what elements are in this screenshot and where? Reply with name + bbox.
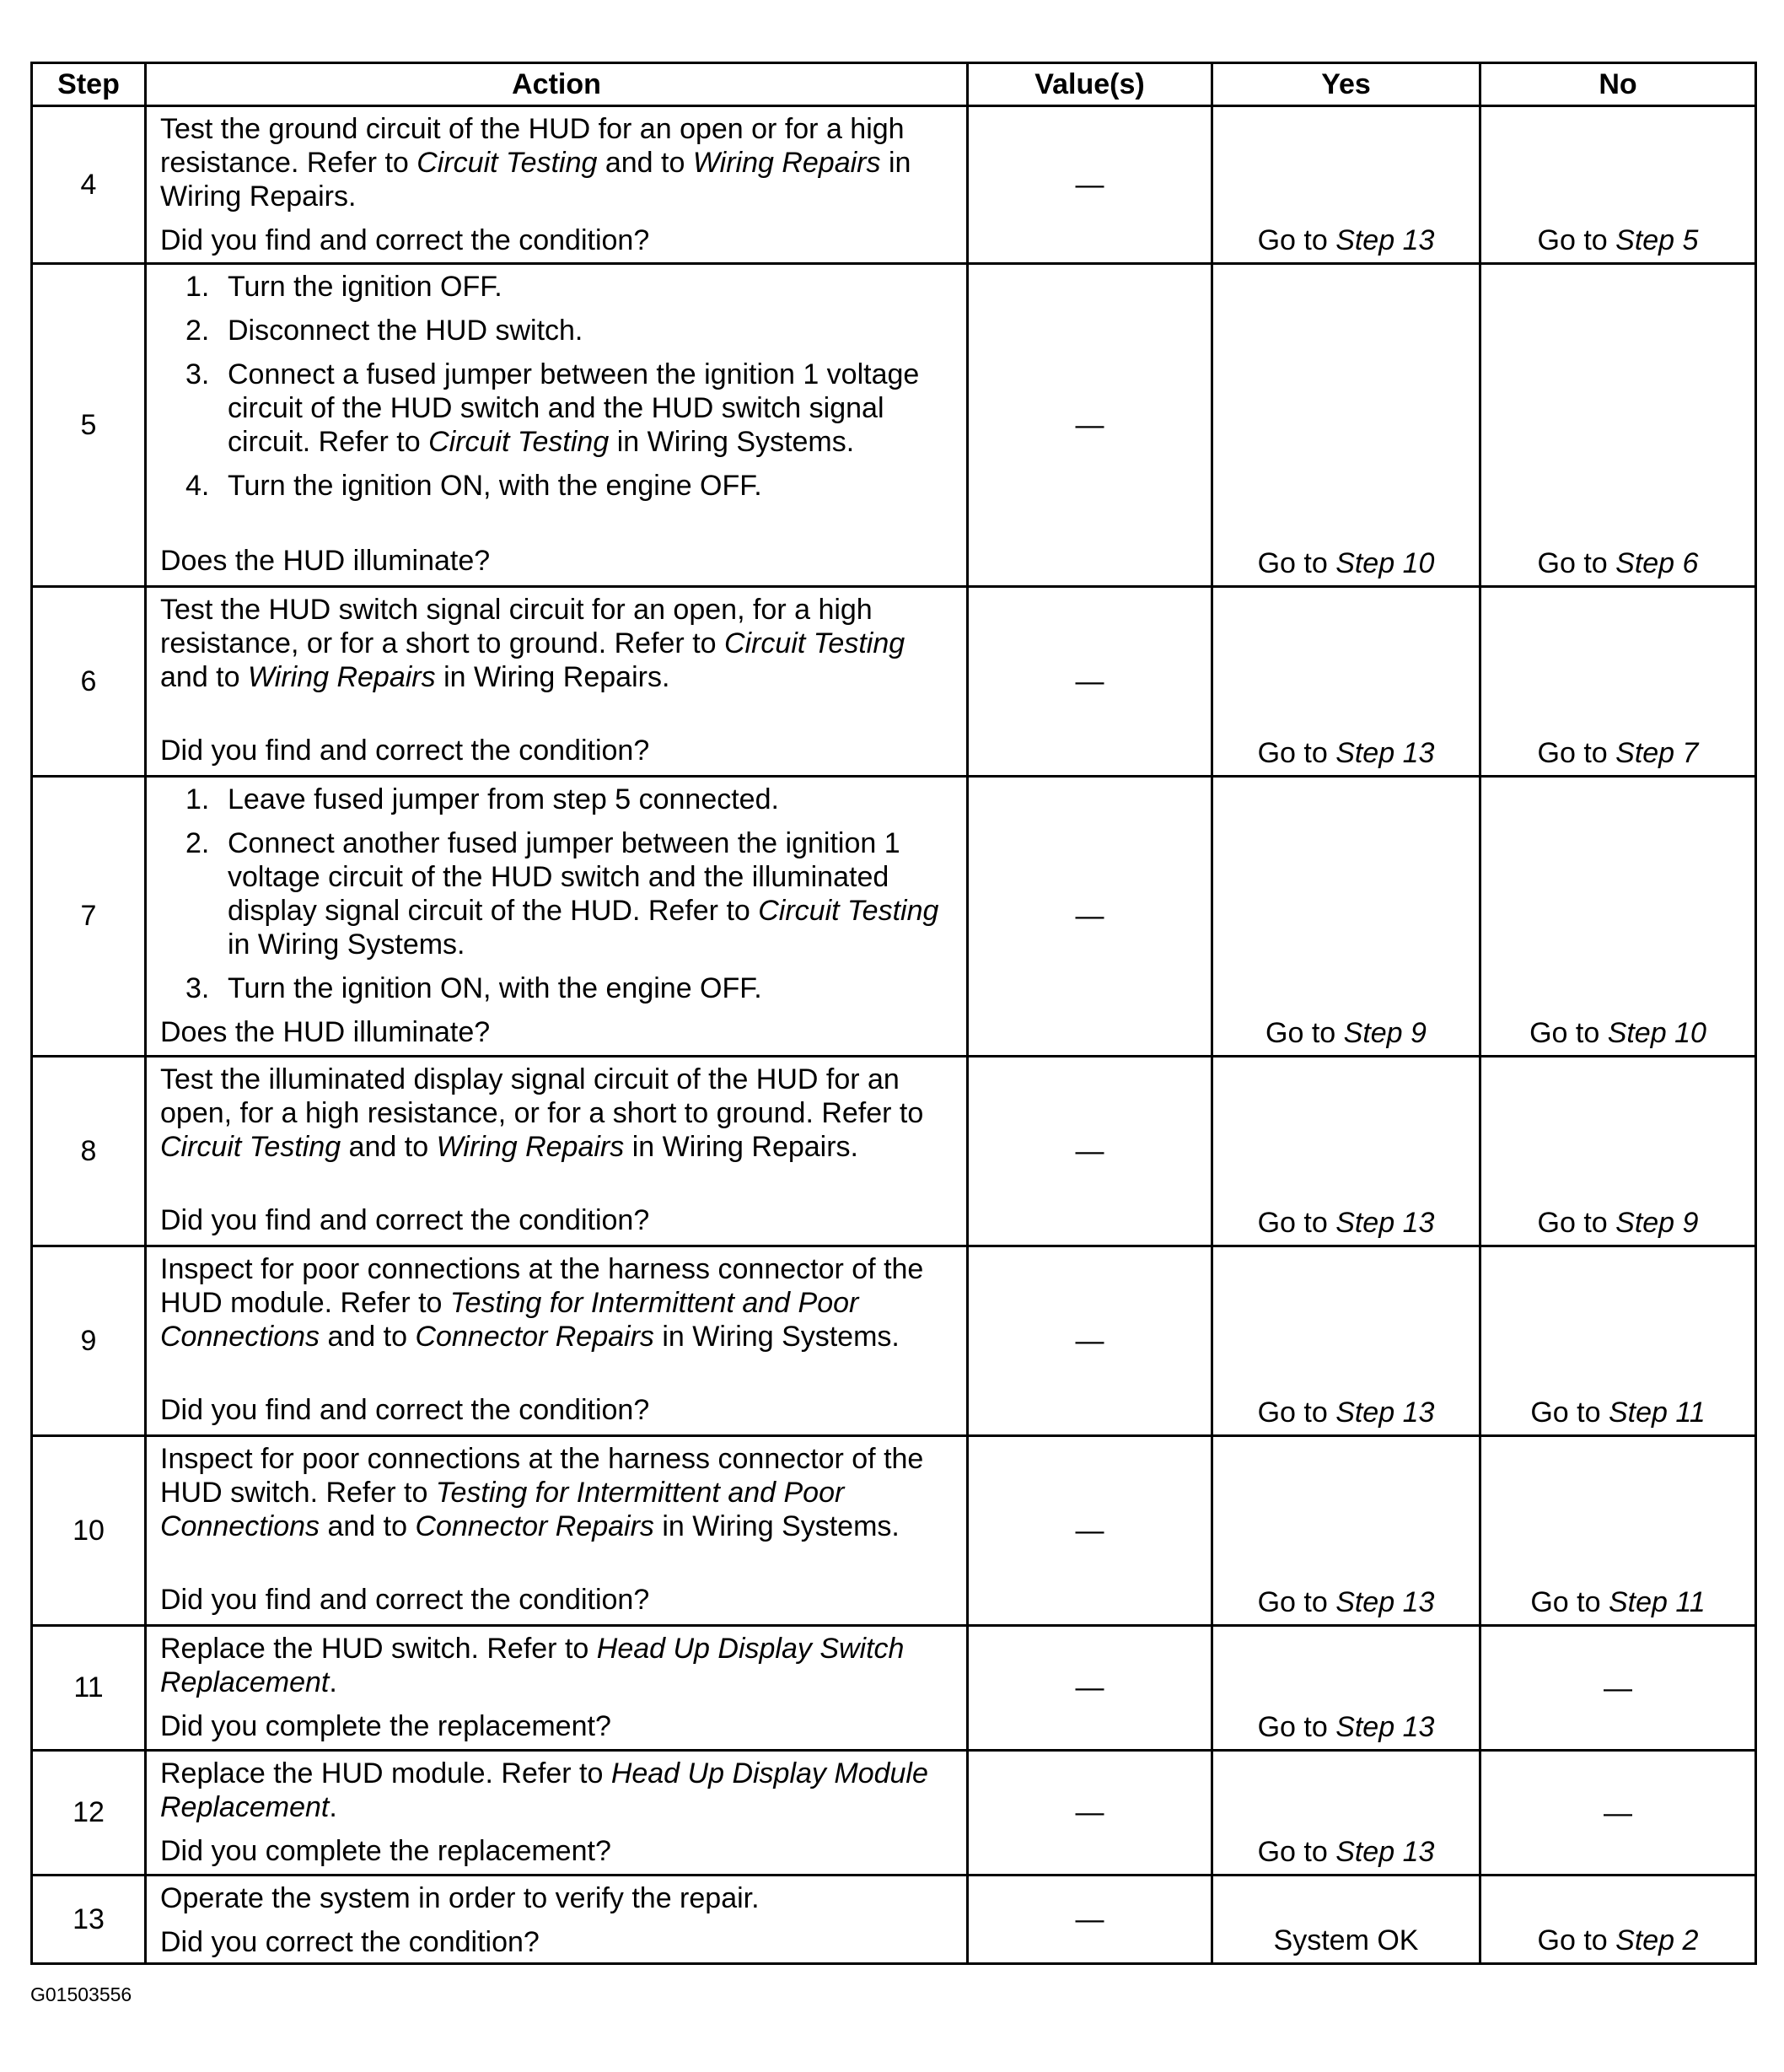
action-question: Did you complete the replacement? <box>160 1710 611 1742</box>
header-step: Step <box>32 63 146 106</box>
no-result-step-link[interactable]: Step 6 <box>1615 547 1699 579</box>
action-step-number: 4. <box>185 470 210 502</box>
step-value: — <box>968 264 1212 587</box>
yes-result-step-link[interactable]: Step 13 <box>1335 1397 1435 1429</box>
no-result-prefix: Go to <box>1537 737 1616 769</box>
action-step-text: Turn the ignition ON, with the engine OFF. <box>228 470 762 502</box>
action-step-item <box>160 314 951 347</box>
no-result-step-link[interactable]: Step 7 <box>1615 737 1699 769</box>
yes-result <box>1212 1751 1480 1876</box>
no-result <box>1480 1246 1756 1436</box>
step-value: — <box>968 1057 1212 1246</box>
step-action <box>146 1057 968 1246</box>
action-step-number: 3. <box>185 358 210 390</box>
action-step-number: 2. <box>185 827 210 859</box>
header-yes: Yes <box>1212 63 1480 106</box>
step-value: — <box>968 106 1212 264</box>
table-row <box>32 587 1756 777</box>
action-text: Operate the system in order to verify the repair. <box>160 1882 760 1914</box>
action-text: Test the illuminated display signal circuit of the HUD for an open, for a high resistance, or for a short to ground. Refer to Circuit Testing and to Wiring Repairs in Wiring Repairs. <box>160 1063 924 1163</box>
table-row <box>32 1057 1756 1246</box>
no-result-prefix: Go to <box>1529 1017 1608 1049</box>
no-result <box>1480 1626 1756 1751</box>
action-step-text: Turn the ignition ON, with the engine OFF. <box>228 972 762 1004</box>
table-row <box>32 1876 1756 1964</box>
step-value: — <box>968 1436 1212 1626</box>
yes-result <box>1212 1246 1480 1436</box>
action-steps-list <box>160 270 951 503</box>
step-action <box>146 264 968 587</box>
no-result <box>1480 1876 1756 1964</box>
no-result <box>1480 587 1756 777</box>
yes-result-step-link[interactable]: Step 13 <box>1335 1711 1435 1743</box>
table-row <box>32 777 1756 1057</box>
yes-result-prefix: Go to <box>1257 547 1336 579</box>
yes-result-step-link[interactable]: Step 13 <box>1335 1207 1435 1239</box>
action-step-text: Turn the ignition OFF. <box>228 271 502 303</box>
no-result-step-link[interactable]: Step 10 <box>1607 1017 1706 1049</box>
yes-result <box>1212 106 1480 264</box>
no-result-prefix: Go to <box>1537 547 1616 579</box>
table-row <box>32 106 1756 264</box>
step-number: 9 <box>32 1246 146 1436</box>
no-result-prefix: Go to <box>1530 1586 1609 1618</box>
action-text: Inspect for poor connections at the harness connector of the HUD module. Refer to Testing for Intermittent and Poor Connections and to Connector Repairs in Wiring Systems. <box>160 1253 924 1353</box>
action-question: Did you find and correct the condition? <box>160 735 650 767</box>
yes-result-prefix: Go to <box>1257 737 1336 769</box>
action-step-text: Leave fused jumper from step 5 connected. <box>228 783 779 815</box>
action-step-text: Connect a fused jumper between the ignition 1 voltage circuit of the HUD switch and the HUD switch signal circuit. Refer to Circuit Testing in Wiring Systems. <box>228 358 920 458</box>
step-number: 8 <box>32 1057 146 1246</box>
step-action <box>146 1246 968 1436</box>
action-step-item <box>160 783 951 816</box>
step-action <box>146 1876 968 1964</box>
step-action <box>146 106 968 264</box>
no-result <box>1480 1436 1756 1626</box>
step-action <box>146 777 968 1057</box>
yes-result <box>1212 1436 1480 1626</box>
step-value: — <box>968 587 1212 777</box>
yes-result-prefix: Go to <box>1257 1397 1336 1429</box>
step-number: 7 <box>32 777 146 1057</box>
header-values: Value(s) <box>968 63 1212 106</box>
no-result-prefix: Go to <box>1537 224 1616 256</box>
step-value: — <box>968 777 1212 1057</box>
no-result-text: — <box>1604 1671 1632 1704</box>
figure-code: G01503556 <box>30 1983 132 2005</box>
yes-result-prefix: Go to <box>1257 224 1336 256</box>
action-step-number: 3. <box>185 972 210 1004</box>
action-step-item <box>160 270 951 304</box>
table-row <box>32 1246 1756 1436</box>
action-step-text: Disconnect the HUD switch. <box>228 315 583 347</box>
action-steps-list <box>160 783 951 1005</box>
step-value: — <box>968 1246 1212 1436</box>
step-action <box>146 587 968 777</box>
yes-result <box>1212 1626 1480 1751</box>
step-value: — <box>968 1751 1212 1876</box>
step-number: 4 <box>32 106 146 264</box>
yes-result-prefix: Go to <box>1257 1836 1336 1868</box>
action-step-text: Connect another fused jumper between the ignition 1 voltage circuit of the HUD switch and the illuminated display signal circuit of the HUD. Refer to Circuit Testing in Wiring Systems. <box>228 827 939 961</box>
action-step-number: 1. <box>185 783 210 815</box>
step-number: 6 <box>32 587 146 777</box>
yes-result-step-link[interactable]: Step 9 <box>1343 1017 1427 1049</box>
action-text: Replace the HUD module. Refer to Head Up Display Module Replacement. <box>160 1757 928 1823</box>
header-action: Action <box>146 63 968 106</box>
action-text: Inspect for poor connections at the harness connector of the HUD switch. Refer to Testing for Intermittent and Poor Connections and to Connector Repairs in Wiring Systems. <box>160 1443 924 1542</box>
yes-result-step-link[interactable]: Step 13 <box>1335 224 1435 256</box>
yes-result-prefix: Go to <box>1265 1017 1344 1049</box>
table-row <box>32 1436 1756 1626</box>
yes-result <box>1212 264 1480 587</box>
no-result <box>1480 1751 1756 1876</box>
table-row <box>32 1626 1756 1751</box>
no-result <box>1480 106 1756 264</box>
step-number: 12 <box>32 1751 146 1876</box>
action-text: Test the ground circuit of the HUD for an open or for a high resistance. Refer to Circuit Testing and to Wiring Repairs in Wiring Repairs. <box>160 113 911 213</box>
action-question: Did you find and correct the condition? <box>160 1584 650 1616</box>
yes-result-prefix: Go to <box>1257 1207 1336 1239</box>
table-row <box>32 1751 1756 1876</box>
action-step-number: 2. <box>185 315 210 347</box>
header-row <box>32 63 1756 106</box>
yes-result <box>1212 1876 1480 1964</box>
action-step-item <box>160 469 951 503</box>
step-action <box>146 1626 968 1751</box>
no-result-step-link[interactable]: Step 9 <box>1615 1207 1699 1239</box>
diagnostic-table-container <box>30 62 1754 1965</box>
yes-result-step-link[interactable]: Step 13 <box>1335 1836 1435 1868</box>
table-row <box>32 264 1756 587</box>
no-result-step-link[interactable]: Step 11 <box>1608 1397 1706 1429</box>
no-result <box>1480 1057 1756 1246</box>
action-question: Does the HUD illuminate? <box>160 545 491 577</box>
yes-result-step-link[interactable]: Step 13 <box>1335 737 1435 769</box>
no-result-text: — <box>1604 1796 1632 1829</box>
no-result <box>1480 777 1756 1057</box>
header-no: No <box>1480 63 1756 106</box>
step-number: 11 <box>32 1626 146 1751</box>
action-question: Did you find and correct the condition? <box>160 1204 650 1236</box>
step-number: 10 <box>32 1436 146 1626</box>
no-result-prefix: Go to <box>1537 1207 1616 1239</box>
table-body <box>32 106 1756 1964</box>
action-question: Did you correct the condition? <box>160 1926 540 1958</box>
action-step-number: 1. <box>185 271 210 303</box>
yes-result <box>1212 1057 1480 1246</box>
action-step-item <box>160 826 951 961</box>
yes-result-step-link[interactable]: Step 13 <box>1335 1586 1435 1618</box>
step-action <box>146 1751 968 1876</box>
no-result-step-link[interactable]: Step 5 <box>1615 224 1699 256</box>
yes-result-step-link[interactable]: Step 10 <box>1335 547 1435 579</box>
action-step-item <box>160 358 951 459</box>
no-result <box>1480 264 1756 587</box>
step-value: — <box>968 1626 1212 1751</box>
action-step-item <box>160 971 951 1005</box>
action-question: Did you find and correct the condition? <box>160 1394 650 1426</box>
yes-result <box>1212 587 1480 777</box>
step-value: — <box>968 1876 1212 1964</box>
action-question: Did you find and correct the condition? <box>160 224 650 256</box>
action-question: Did you complete the replacement? <box>160 1835 611 1867</box>
action-text: Replace the HUD switch. Refer to Head Up Display Switch Replacement. <box>160 1633 905 1698</box>
no-result-prefix: Go to <box>1530 1397 1609 1429</box>
yes-result <box>1212 777 1480 1057</box>
no-result-step-link[interactable]: Step 2 <box>1615 1924 1699 1956</box>
step-action <box>146 1436 968 1626</box>
step-number: 5 <box>32 264 146 587</box>
diagnostic-table <box>30 62 1757 1965</box>
no-result-step-link[interactable]: Step 11 <box>1608 1586 1706 1618</box>
no-result-prefix: Go to <box>1537 1924 1616 1956</box>
action-question: Does the HUD illuminate? <box>160 1016 491 1048</box>
action-text: Test the HUD switch signal circuit for an open, for a high resistance, or for a short to ground. Refer to Circuit Testing and to Wiring Repairs in Wiring Repairs. <box>160 594 905 693</box>
yes-result-text: System OK <box>1273 1924 1419 1956</box>
yes-result-prefix: Go to <box>1257 1586 1336 1618</box>
yes-result-prefix: Go to <box>1257 1711 1336 1743</box>
step-number: 13 <box>32 1876 146 1964</box>
